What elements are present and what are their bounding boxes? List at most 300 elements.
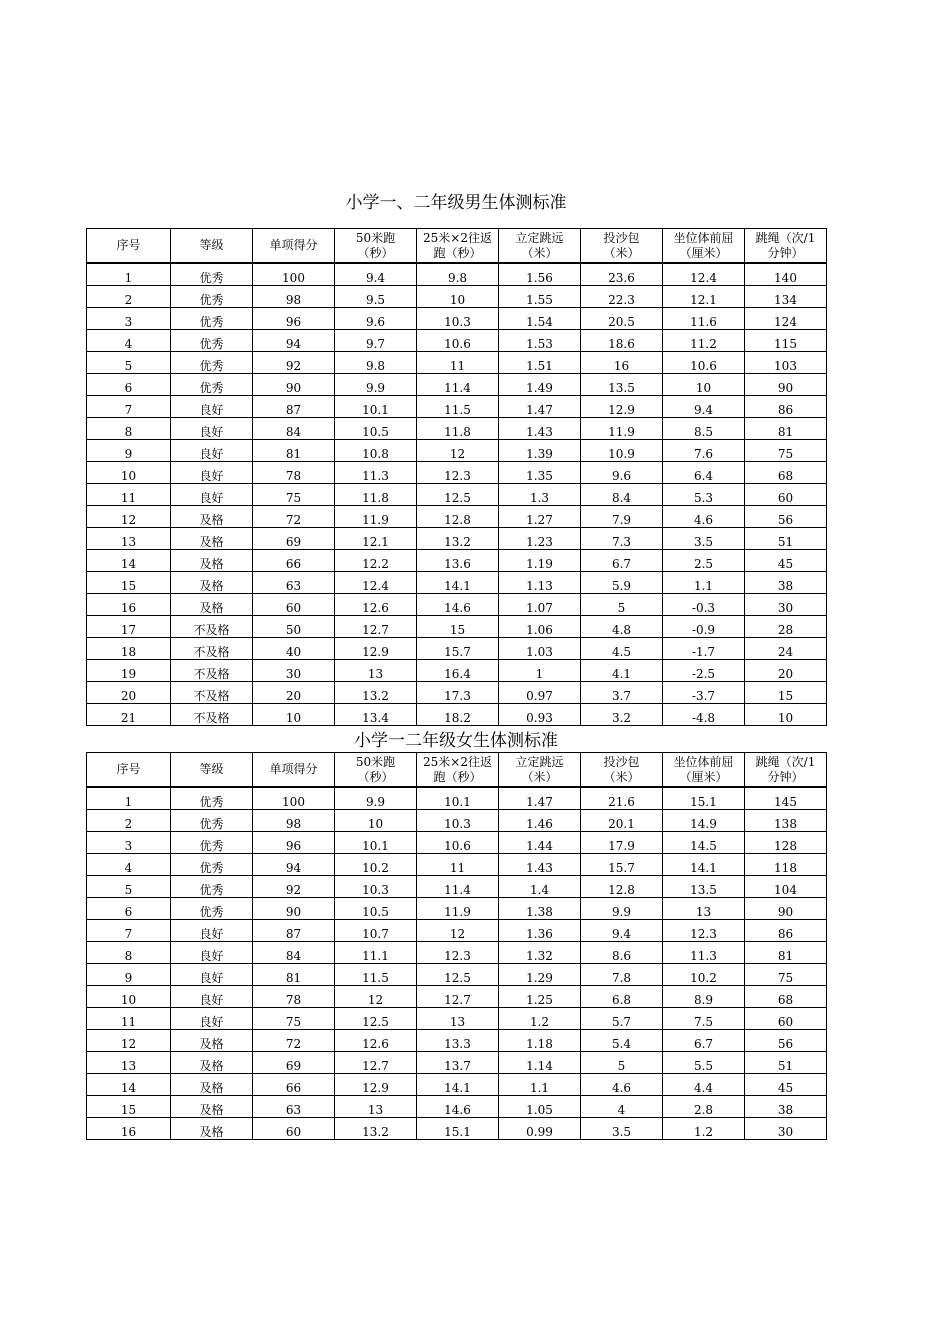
table-cell: 15 [417,616,499,638]
table-cell: 10.3 [417,810,499,832]
table-cell: 22.3 [581,286,663,308]
table-cell: 12 [417,920,499,942]
table-row [87,550,827,572]
table-cell: 87 [253,396,335,418]
table-cell: 81 [253,964,335,986]
table-cell: 14.5 [663,832,745,854]
table-cell: 7.8 [581,964,663,986]
column-header [417,229,499,264]
table-cell: 良好 [171,440,253,462]
table-row [87,462,827,484]
table-cell: 10 [663,374,745,396]
table-cell: 6.7 [663,1030,745,1052]
table-cell: 56 [745,1030,827,1052]
table-cell: 15.7 [581,854,663,876]
table-cell: 1.44 [499,832,581,854]
table-cell: 3.7 [581,682,663,704]
column-header [171,229,253,264]
table-row [87,898,827,920]
table-cell: 75 [253,1008,335,1030]
header-row [87,753,827,788]
table-cell: 78 [253,986,335,1008]
table-cell: 12.1 [335,528,417,550]
table-cell: 11.6 [663,308,745,330]
table-cell: 12.6 [335,594,417,616]
table-cell: 12.8 [417,506,499,528]
table-cell: 9.6 [335,308,417,330]
table-cell: 10 [87,462,171,484]
table-cell: 1.35 [499,462,581,484]
table-cell: 优秀 [171,286,253,308]
table-cell: 12.4 [335,572,417,594]
table-cell: 优秀 [171,898,253,920]
table-cell: 优秀 [171,810,253,832]
table-cell: 104 [745,876,827,898]
table-cell: 12.3 [417,942,499,964]
table-cell: 115 [745,330,827,352]
table-cell: 50 [253,616,335,638]
table-row [87,638,827,660]
table-cell: 5.7 [581,1008,663,1030]
table-cell: 17.3 [417,682,499,704]
table-cell: 118 [745,854,827,876]
table-cell: 及格 [171,1052,253,1074]
table-cell: 10.6 [663,352,745,374]
table-cell: 10 [417,286,499,308]
column-header-line: 立定跳远 [515,754,564,769]
table-cell: 13 [663,898,745,920]
table-cell: 优秀 [171,374,253,396]
column-header-line: 单项得分 [269,762,318,776]
table-cell: 40 [253,638,335,660]
table-cell: 良好 [171,1008,253,1030]
table-cell: 1.39 [499,440,581,462]
table-cell: 3 [87,832,171,854]
table-cell: 10.1 [417,787,499,810]
table-row [87,286,827,308]
table-row [87,484,827,506]
table-cell: 2 [87,810,171,832]
table-cell: 86 [745,920,827,942]
table-cell: 4.4 [663,1074,745,1096]
table-cell: 12.7 [335,1052,417,1074]
table-cell: 1.2 [499,1008,581,1030]
table-cell: 11.1 [335,942,417,964]
table-cell: 15.1 [663,787,745,810]
table-cell: 12.3 [417,462,499,484]
table-cell: 14.9 [663,810,745,832]
table-cell: 90 [745,898,827,920]
table-cell: 7.6 [663,440,745,462]
table-cell: 18.6 [581,330,663,352]
table-cell: 1.47 [499,396,581,418]
column-header-line: （米） [521,245,558,260]
table-cell: 20.1 [581,810,663,832]
table-cell: 16 [87,594,171,616]
column-header [663,229,745,264]
table-cell: 10.6 [417,832,499,854]
table-cell: 100 [253,263,335,286]
table-cell: 1.03 [499,638,581,660]
table-cell: 及格 [171,594,253,616]
table-cell: 13 [87,528,171,550]
table-cell: 12 [335,986,417,1008]
table-cell: 98 [253,810,335,832]
table-cell: 优秀 [171,330,253,352]
table-cell: 19 [87,660,171,682]
table-cell: -1.7 [663,638,745,660]
table-row [87,1096,827,1118]
table-cell: 9 [87,964,171,986]
column-header [499,753,581,788]
table-row [87,1074,827,1096]
table-cell: 11 [417,854,499,876]
table-row [87,964,827,986]
table-row [87,832,827,854]
table-cell: 81 [745,418,827,440]
table-cell: 0.99 [499,1118,581,1140]
table-cell: 1.06 [499,616,581,638]
table-cell: 1.25 [499,986,581,1008]
table-cell: 2 [87,286,171,308]
table-cell: 103 [745,352,827,374]
table-cell: 11 [87,1008,171,1030]
table-cell: 及格 [171,1118,253,1140]
table-cell: 38 [745,1096,827,1118]
table-cell: 15.7 [417,638,499,660]
table-cell: 1.49 [499,374,581,396]
table-row [87,942,827,964]
table-cell: 140 [745,263,827,286]
table-cell: 14.1 [417,1074,499,1096]
column-header-line: （米） [603,769,640,784]
table-cell: 优秀 [171,263,253,286]
table-row [87,594,827,616]
column-header [335,229,417,264]
table-cell: 1 [87,263,171,286]
table-cell: 134 [745,286,827,308]
table-cell: 1.43 [499,854,581,876]
table-cell: 12.5 [335,1008,417,1030]
table-cell: 13.2 [335,682,417,704]
table-cell: 5.3 [663,484,745,506]
table-cell: 1.27 [499,506,581,528]
table-cell: 12.9 [335,1074,417,1096]
table-cell: 5 [87,876,171,898]
table-cell: 优秀 [171,787,253,810]
table-cell: 30 [253,660,335,682]
table-cell: 不及格 [171,704,253,726]
table-cell: 1.1 [499,1074,581,1096]
table-cell: 1.36 [499,920,581,942]
table-cell: 13.5 [663,876,745,898]
table-cell: 及格 [171,550,253,572]
table-cell: 9.9 [581,898,663,920]
table-cell: 5 [581,594,663,616]
column-header-line: 跳绳（次/1 [755,754,816,769]
table-cell: 10.5 [335,898,417,920]
table-cell: 6.4 [663,462,745,484]
column-header-line: 25米×2往返 [423,754,492,769]
table-cell: 5.4 [581,1030,663,1052]
column-header-line: 等级 [199,762,224,776]
table-cell: 20.5 [581,308,663,330]
table-cell: 10.9 [581,440,663,462]
table-cell: 60 [745,484,827,506]
table-cell: 145 [745,787,827,810]
table-cell: 94 [253,854,335,876]
table-cell: 4.1 [581,660,663,682]
table-cell: 18.2 [417,704,499,726]
table-cell: 6 [87,898,171,920]
table-cell: 12.3 [663,920,745,942]
table-cell: 9.7 [335,330,417,352]
table-cell: 68 [745,986,827,1008]
table-row [87,1008,827,1030]
table-cell: 1 [499,660,581,682]
table-cell: 11.8 [417,418,499,440]
table-cell: 不及格 [171,638,253,660]
column-header-line: （米） [521,769,558,784]
table-row [87,854,827,876]
table-cell: 良好 [171,418,253,440]
table-cell: 9.9 [335,787,417,810]
table-cell: 92 [253,876,335,898]
table-row [87,1052,827,1074]
table-cell: 11 [87,484,171,506]
table-cell: 14 [87,1074,171,1096]
table-cell: 1.05 [499,1096,581,1118]
table-cell: 1.53 [499,330,581,352]
table-cell: 7.3 [581,528,663,550]
table-cell: 12.1 [663,286,745,308]
table-cell: 13 [417,1008,499,1030]
header-row [87,229,827,264]
table-cell: 1.19 [499,550,581,572]
column-header [745,229,827,264]
table-cell: 30 [745,1118,827,1140]
table-cell: 不及格 [171,682,253,704]
table-cell: 优秀 [171,854,253,876]
table-cell: 63 [253,1096,335,1118]
table-cell: 75 [745,440,827,462]
table-cell: 5.5 [663,1052,745,1074]
table-cell: 良好 [171,964,253,986]
column-header-line: （厘米） [679,769,728,784]
table-cell: 138 [745,810,827,832]
table-cell: 8 [87,418,171,440]
table-cell: 84 [253,418,335,440]
column-header-line: 25米×2往返 [423,230,492,245]
table-cell: 12.7 [335,616,417,638]
table-cell: 1.29 [499,964,581,986]
boys-standards-table [86,228,827,726]
table-row [87,308,827,330]
table-cell: 1 [87,787,171,810]
table-row [87,352,827,374]
column-header [253,229,335,264]
table-cell: 9.4 [663,396,745,418]
table-cell: 3.2 [581,704,663,726]
table-cell: 12.9 [335,638,417,660]
table-cell: 8 [87,942,171,964]
table-cell: 10 [335,810,417,832]
table-row [87,986,827,1008]
column-header [87,753,171,788]
table-cell: 10.5 [335,418,417,440]
column-header-line: 坐位体前屈 [673,230,734,245]
table-cell: 11.3 [663,942,745,964]
table-cell: 优秀 [171,352,253,374]
table-cell: 5 [581,1052,663,1074]
table-cell: 11.8 [335,484,417,506]
table-cell: 90 [253,898,335,920]
column-header-line: （厘米） [679,245,728,260]
table-row [87,1030,827,1052]
column-header-line: 分钟） [767,245,804,260]
table-cell: 86 [745,396,827,418]
table-cell: 51 [745,1052,827,1074]
table-cell: 6 [87,374,171,396]
table-cell: 10.3 [335,876,417,898]
table-cell: 10 [87,986,171,1008]
table-row [87,418,827,440]
column-header-line: 分钟） [767,769,804,784]
table-cell: 及格 [171,528,253,550]
table-row [87,374,827,396]
table-cell: -4.8 [663,704,745,726]
table-cell: 1.1 [663,572,745,594]
table-cell: 87 [253,920,335,942]
table-cell: 1.07 [499,594,581,616]
table-cell: 4 [87,854,171,876]
table-cell: 12.5 [417,484,499,506]
table-cell: 2.8 [663,1096,745,1118]
table-cell: 72 [253,506,335,528]
table-cell: 7.9 [581,506,663,528]
table-cell: 1.38 [499,898,581,920]
table-cell: 8.4 [581,484,663,506]
table-cell: 12.8 [581,876,663,898]
table-cell: 4.6 [663,506,745,528]
table-cell: 45 [745,550,827,572]
table-cell: 14.6 [417,594,499,616]
table-cell: 12 [87,1030,171,1052]
table-cell: 12.7 [417,986,499,1008]
table-cell: 优秀 [171,876,253,898]
table-cell: 45 [745,1074,827,1096]
table-cell: 1.18 [499,1030,581,1052]
column-header-line: 等级 [199,238,224,252]
table-cell: 92 [253,352,335,374]
table-cell: 15 [87,1096,171,1118]
table-cell: 90 [745,374,827,396]
table-cell: 12.2 [335,550,417,572]
table-cell: 1.23 [499,528,581,550]
table-cell: 128 [745,832,827,854]
table-cell: 20 [745,660,827,682]
table-cell: 11.9 [335,506,417,528]
table-cell: 13 [335,660,417,682]
table-cell: 5.9 [581,572,663,594]
table-cell: 69 [253,528,335,550]
column-header-line: 投沙包 [603,754,640,769]
table-cell: 51 [745,528,827,550]
column-header-line: （秒） [357,245,394,260]
table-cell: 7.5 [663,1008,745,1030]
table-cell: 11.9 [581,418,663,440]
table-cell: 10 [253,704,335,726]
table-cell: -0.9 [663,616,745,638]
table-cell: 17 [87,616,171,638]
table-cell: 15 [745,682,827,704]
table-row [87,616,827,638]
table-row [87,440,827,462]
column-header [745,753,827,788]
table-cell: 0.97 [499,682,581,704]
column-header [663,753,745,788]
table-row [87,572,827,594]
table-cell: 66 [253,550,335,572]
table-row [87,682,827,704]
table-cell: 13.2 [417,528,499,550]
table-cell: -2.5 [663,660,745,682]
table-cell: 及格 [171,506,253,528]
table-cell: 17.9 [581,832,663,854]
table-cell: 良好 [171,484,253,506]
table-cell: 10.2 [335,854,417,876]
table-cell: -3.7 [663,682,745,704]
table-cell: 及格 [171,572,253,594]
girls-table-title: 小学一二年级女生体测标准 [354,731,558,751]
table-cell: 98 [253,286,335,308]
table-cell: 60 [253,1118,335,1140]
table-cell: 良好 [171,986,253,1008]
table-cell: 75 [745,964,827,986]
column-header [417,753,499,788]
table-cell: 2.5 [663,550,745,572]
table-cell: 13.4 [335,704,417,726]
table-cell: 1.14 [499,1052,581,1074]
column-header [581,753,663,788]
table-cell: 12.4 [663,263,745,286]
table-cell: 66 [253,1074,335,1096]
column-header-line: 单项得分 [269,238,318,252]
table-cell: 8.5 [663,418,745,440]
table-cell: 1.55 [499,286,581,308]
table-row [87,396,827,418]
table-cell: 10.8 [335,440,417,462]
table-row [87,330,827,352]
table-cell: 9.4 [335,263,417,286]
table-cell: 12.5 [417,964,499,986]
table-cell: 13 [87,1052,171,1074]
table-row [87,787,827,810]
table-cell: 11.2 [663,330,745,352]
column-header-line: 序号 [116,762,141,776]
table-cell: 20 [87,682,171,704]
table-cell: 10.3 [417,308,499,330]
table-cell: 9.8 [417,263,499,286]
table-cell: 96 [253,308,335,330]
table-cell: 21.6 [581,787,663,810]
column-header-line: 跑（秒） [433,769,482,784]
column-header-line: 立定跳远 [515,230,564,245]
table-row [87,506,827,528]
column-header-line: 坐位体前屈 [673,754,734,769]
table-cell: 14.1 [663,854,745,876]
table-cell: 5 [87,352,171,374]
